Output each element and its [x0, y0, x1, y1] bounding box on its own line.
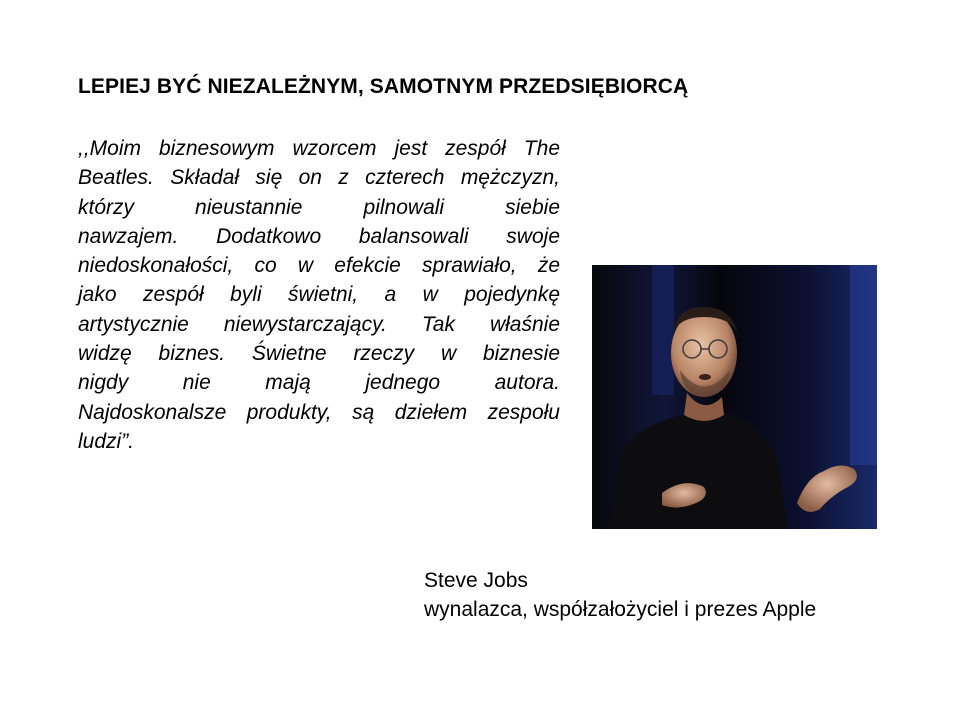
speaker-photo — [592, 265, 877, 529]
quote-line: którzy nieustannie pilnowali siebie — [78, 195, 560, 219]
slide-title: LEPIEJ BYĆ NIEZALEŻNYM, SAMOTNYM PRZEDSIĘBIORCĄ — [78, 75, 689, 98]
attribution — [424, 566, 816, 624]
author-name: Steve Jobs — [424, 569, 528, 592]
quote-line: nawzajem. Dodatkowo balansowali swoje — [78, 224, 560, 248]
quote-line: jako zespół byli świetni, a w pojedynkę — [78, 283, 560, 307]
quote-line: Najdoskonalsze produkty, są dziełem zespołu — [78, 400, 560, 424]
quote-line: widzę biznes. Świetne rzeczy w biznesie — [78, 342, 560, 366]
author-role: wynalazca, współzałożyciel i prezes Apple — [424, 598, 817, 621]
quote-line: ludzi”. — [78, 429, 135, 453]
quote-line: artystycznie niewystarczający. Tak właśnie — [78, 312, 560, 336]
quote-text — [78, 134, 560, 456]
quote-line: ,,Moim biznesowym wzorcem jest zespół The — [78, 137, 560, 160]
quote-line: niedoskonałości, co w efekcie sprawiało, że — [78, 254, 560, 278]
quote-line: nigdy nie mają jednego autora. — [78, 371, 560, 395]
quote-line: Beatles. Składał się on z czterech mężczyzn, — [78, 166, 560, 190]
